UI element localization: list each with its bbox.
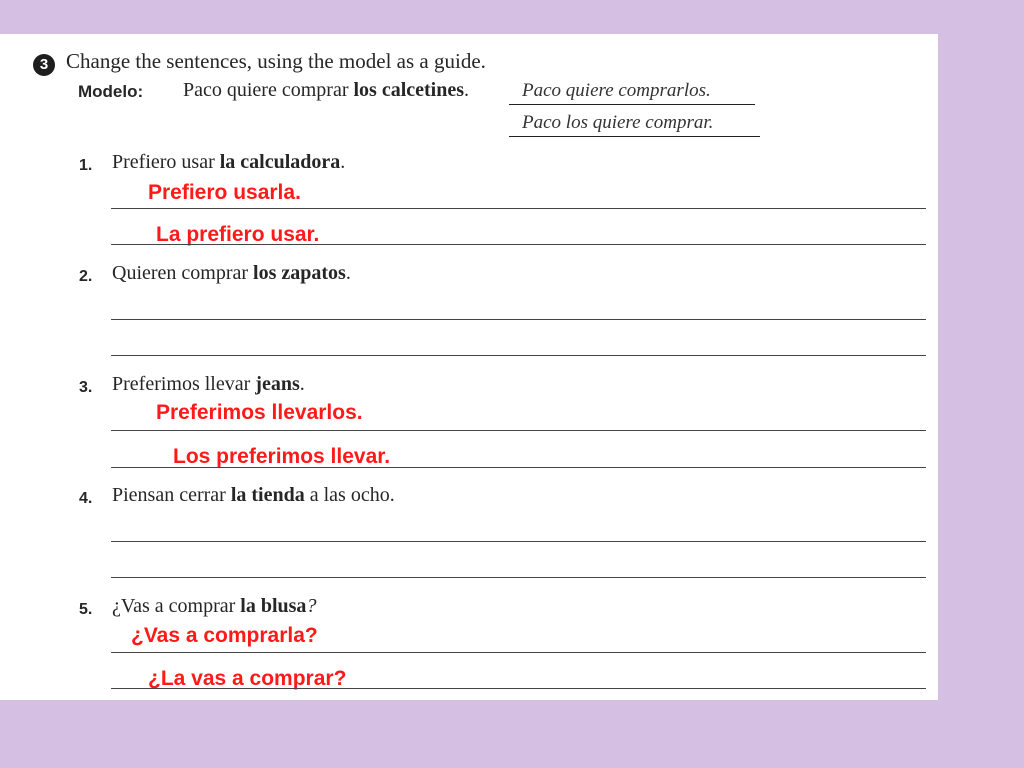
model-sentence-text: Paco quiere comprar xyxy=(183,79,354,101)
item-4-number: 4. xyxy=(79,490,93,507)
item-1-number: 1. xyxy=(79,157,93,174)
item-3-bold: jeans xyxy=(255,373,300,395)
item-2-sentence xyxy=(112,262,351,285)
model-sentence-bold: los calcetines xyxy=(353,79,465,101)
item-5-text: ¿Vas a comprar xyxy=(112,595,241,617)
item-5-number: 5. xyxy=(79,601,93,618)
item-4-text: Piensan cerrar xyxy=(112,484,231,506)
item-1-sentence xyxy=(112,151,345,174)
model-answer-2: Paco los quiere comprar. xyxy=(509,109,760,137)
item-1-answer-line-1 xyxy=(111,208,926,209)
item-5-punct: ? xyxy=(306,595,317,617)
item-2-text: Quieren comprar xyxy=(112,262,254,284)
item-4-answer-line-1 xyxy=(111,541,926,542)
exercise-number-badge: 3 xyxy=(33,54,55,76)
item-5-answer-line-1 xyxy=(111,652,926,653)
item-1-text: Prefiero usar xyxy=(112,151,220,173)
exercise-instruction: Change the sentences, using the model as a guide. xyxy=(66,49,486,73)
item-5-answer-2: ¿La vas a comprar? xyxy=(148,667,347,690)
model-sentence xyxy=(183,79,469,102)
item-3-sentence xyxy=(112,373,305,396)
item-2-answer-line-2 xyxy=(111,355,926,356)
item-3-text: Preferimos llevar xyxy=(112,373,256,395)
item-1-bold: la calculadora xyxy=(219,151,341,173)
item-3-answer-1: Preferimos llevarlos. xyxy=(156,401,363,424)
worksheet-page xyxy=(0,34,938,700)
item-5-bold: la blusa xyxy=(240,595,307,617)
item-2-number: 2. xyxy=(79,268,93,285)
item-3-answer-line-2 xyxy=(111,467,926,468)
item-4-bold: la tienda xyxy=(230,484,305,506)
item-2-punct: . xyxy=(345,262,351,284)
item-2-bold: los zapatos xyxy=(253,262,346,284)
model-sentence-punct: . xyxy=(464,79,470,101)
item-3-punct: . xyxy=(299,373,305,395)
item-1-answer-line-2 xyxy=(111,244,926,245)
model-label: Modelo: xyxy=(78,82,144,101)
item-5-answer-1: ¿Vas a comprarla? xyxy=(131,624,318,647)
item-5-answer-line-2 xyxy=(111,688,926,689)
item-4-rest: a las ocho. xyxy=(304,484,395,506)
item-3-number: 3. xyxy=(79,379,93,396)
item-1-answer-2: La prefiero usar. xyxy=(156,223,320,246)
item-1-answer-1: Prefiero usarla. xyxy=(148,181,301,204)
item-3-answer-2: Los preferimos llevar. xyxy=(173,445,391,468)
item-5-sentence xyxy=(112,595,316,618)
item-2-answer-line-1 xyxy=(111,319,926,320)
item-4-sentence xyxy=(112,484,395,507)
model-answer-1: Paco quiere comprarlos. xyxy=(509,77,755,105)
item-4-answer-line-2 xyxy=(111,577,926,578)
item-1-punct: . xyxy=(340,151,346,173)
item-3-answer-line-1 xyxy=(111,430,926,431)
